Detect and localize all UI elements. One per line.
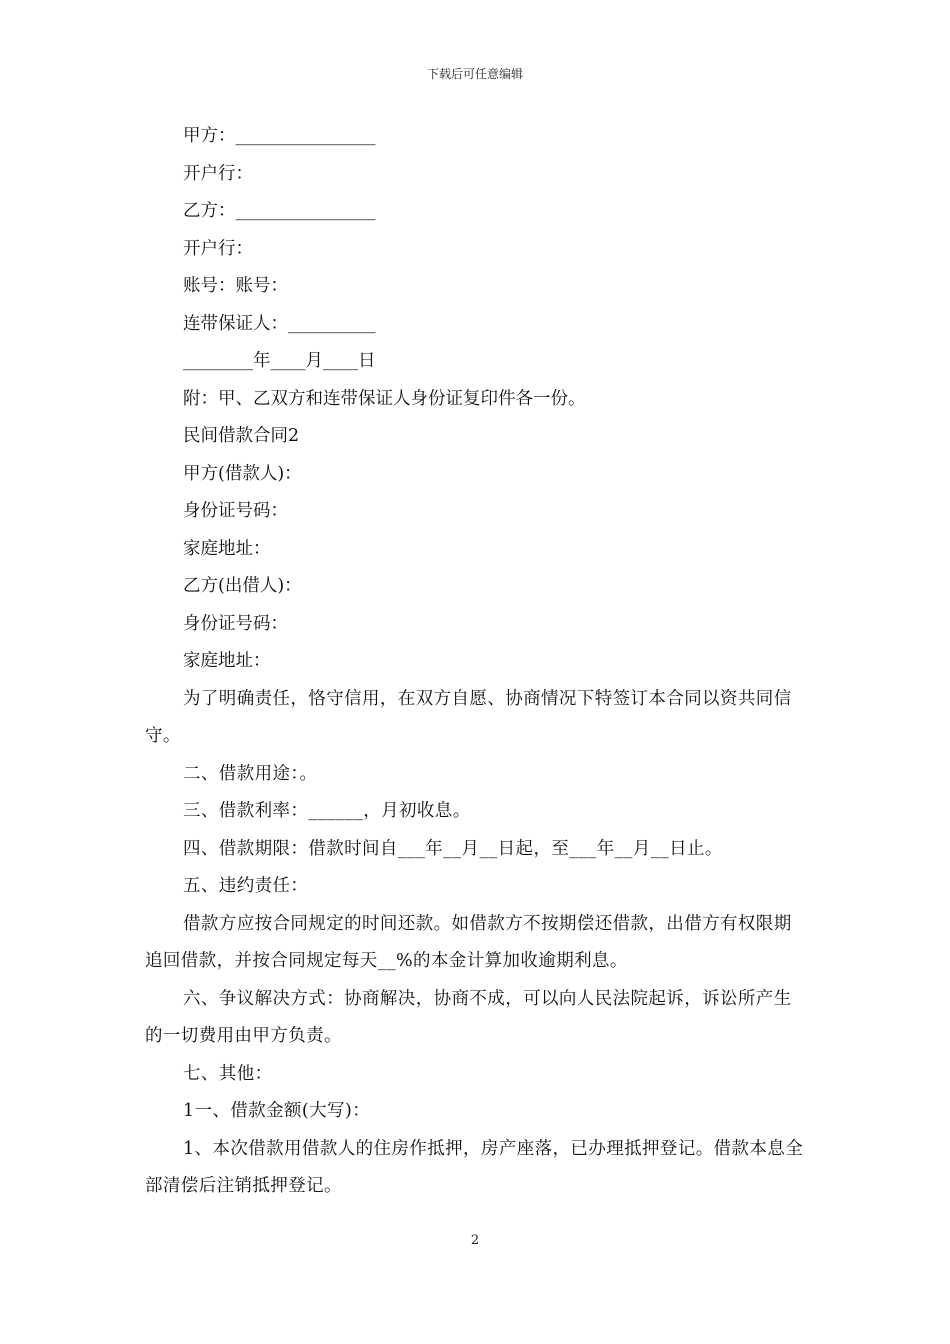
lender-line: 乙方(出借人)： <box>183 576 302 596</box>
guarantor-line: 连带保证人：__________ <box>183 313 376 334</box>
page-number: 2 <box>470 1233 480 1248</box>
page-header: 下载后可任意编辑 <box>426 67 523 81</box>
clause-breach-body: 借款方应按合同规定的时间还款。如借款方不按期偿还借款，出借方有权限期追回借款，并按合同规定每天__%的本金计算加收逾期利息。 <box>145 913 792 971</box>
contract-title: 民间借款合同2 <box>183 426 300 446</box>
lender-id-line: 身份证号码： <box>183 613 288 634</box>
preamble-paragraph: 为了明确责任，恪守信用，在双方自愿、协商情况下特签订本合同以资共同信守。 <box>145 688 792 746</box>
borrower-id-line: 身份证号码： <box>183 501 288 521</box>
clause-mortgage: 1、本次借款用借款人的住房作抵押，房产座落，已办理抵押登记。借款本息全部清偿后注销抵押登记。 <box>145 1138 804 1196</box>
party-a-line: 甲方：________________ <box>183 126 376 146</box>
lender-address-line: 家庭地址： <box>183 651 271 671</box>
attachment-note: 附：甲、乙双方和连带保证人身份证复印件各一份。 <box>183 388 586 409</box>
party-b-bank-line: 开户行： <box>183 238 253 259</box>
date-line: ________年____月____日 <box>183 351 376 371</box>
clause-dispute: 六、争议解决方式：协商解决，协商不成，可以向人民法院起诉，诉讼所产生的一切费用由甲方负责。 <box>145 988 792 1046</box>
account-line: 账号：账号： <box>183 276 288 296</box>
borrower-address-line: 家庭地址： <box>183 538 271 559</box>
borrower-line: 甲方(借款人)： <box>183 463 302 484</box>
clause-purpose: 二、借款用途：。 <box>183 763 318 784</box>
document-body <box>145 118 805 1206</box>
clause-amount: 1一、借款金额(大写)： <box>183 1101 371 1121</box>
clause-term: 四、借款期限：借款时间自___年__月__日起，至___年__月__日止。 <box>183 838 723 859</box>
party-a-bank-line: 开户行： <box>183 163 253 184</box>
party-b-line: 乙方：________________ <box>183 201 376 221</box>
clause-breach-heading: 五、违约责任： <box>183 876 309 896</box>
clause-interest-rate: 三、借款利率：______，月初收息。 <box>183 801 471 821</box>
clause-other-heading: 七、其他： <box>183 1063 273 1084</box>
